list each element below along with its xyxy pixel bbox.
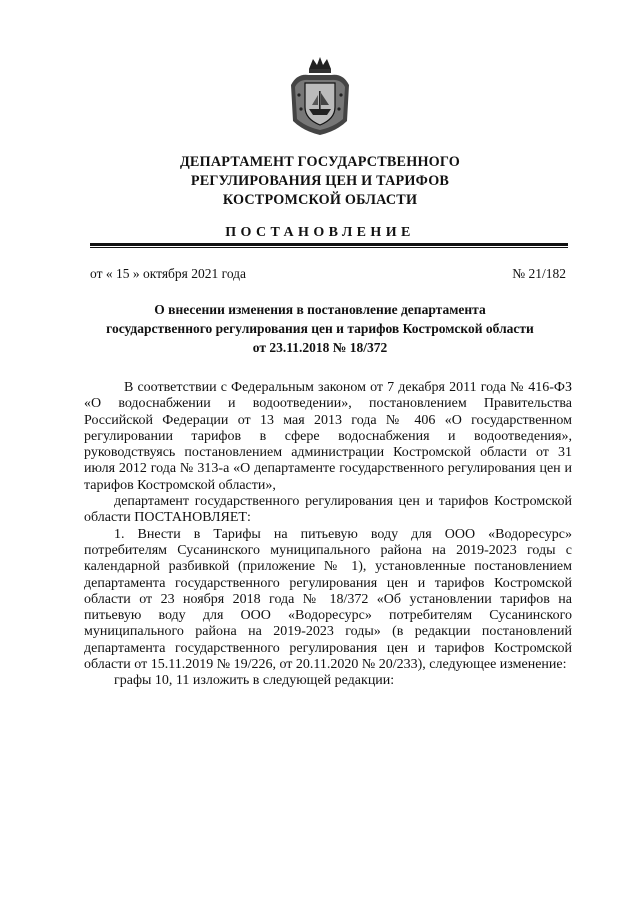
header-divider-thin	[90, 247, 568, 248]
document-body	[84, 380, 572, 690]
document-subject	[80, 300, 560, 357]
subject-line-2: государственного регулирования цен и тарифов Костромской области	[106, 321, 534, 336]
body-paragraph-preamble: В соответствии с Федеральным законом от 7 декабря 2011 года № 416-ФЗ «О водоснабжении и водоотведении», постановлением Правительства Российской Федерации от 13 мая 2013 года № 406 «О государственном регулировании тарифов в сфере водоснабжения и водоотведения», руководствуясь постановлением администрации Костромской области от 31 июля 2012 года № 313-а «О департаменте государственного регулирования цен и тарифов Костромской области»,	[84, 380, 572, 493]
coat-of-arms-emblem	[287, 55, 353, 137]
header-divider-thick	[90, 243, 568, 246]
body-paragraph-columns: графы 10, 11 изложить в следующей редакции:	[114, 673, 395, 689]
department-name-line-3: КОСТРОМСКОЙ ОБЛАСТИ	[222, 192, 418, 208]
document-type-title: ПОСТАНОВЛЕНИЕ	[225, 225, 415, 240]
body-paragraph-item-1: 1. Внести в Тарифы на питьевую воду для ООО «Водоресурс» потребителям Сусанинского муниципального района на 2019-2023 годы с календарной разбивкой (приложение № 1), установленные постановлением департамента государственного регулирования цен и тарифов Костромской области от 23 ноября 2018 года № 18/372 «Об установлении тарифов на питьевую воду для ООО «Водоресурс» потребителям Сусанинского муниципального района на 2019-2023 годы» (в редакции постановлений департамента государственного регулирования цен и тарифов Костромской области от 15.11.2019 № 19/226, от 20.11.2020 № 20/233), следующее изменение:	[84, 526, 572, 673]
department-name	[80, 153, 560, 210]
subject-line-1: О внесении изменения в постановление департамента	[154, 302, 486, 317]
document-date: от « 15 » октября 2021 года	[90, 266, 247, 281]
subject-line-3: от 23.11.2018 № 18/372	[252, 340, 388, 355]
document-number: № 21/182	[512, 266, 566, 281]
department-name-line-1: ДЕПАРТАМЕНТ ГОСУДАРСТВЕННОГО	[179, 154, 461, 170]
body-paragraph-resolves: департамент государственного регулирования цен и тарифов Костромской области ПОСТАНОВЛЯЕТ:	[84, 494, 572, 526]
department-name-line-2: РЕГУЛИРОВАНИЯ ЦЕН И ТАРИФОВ	[190, 173, 450, 189]
